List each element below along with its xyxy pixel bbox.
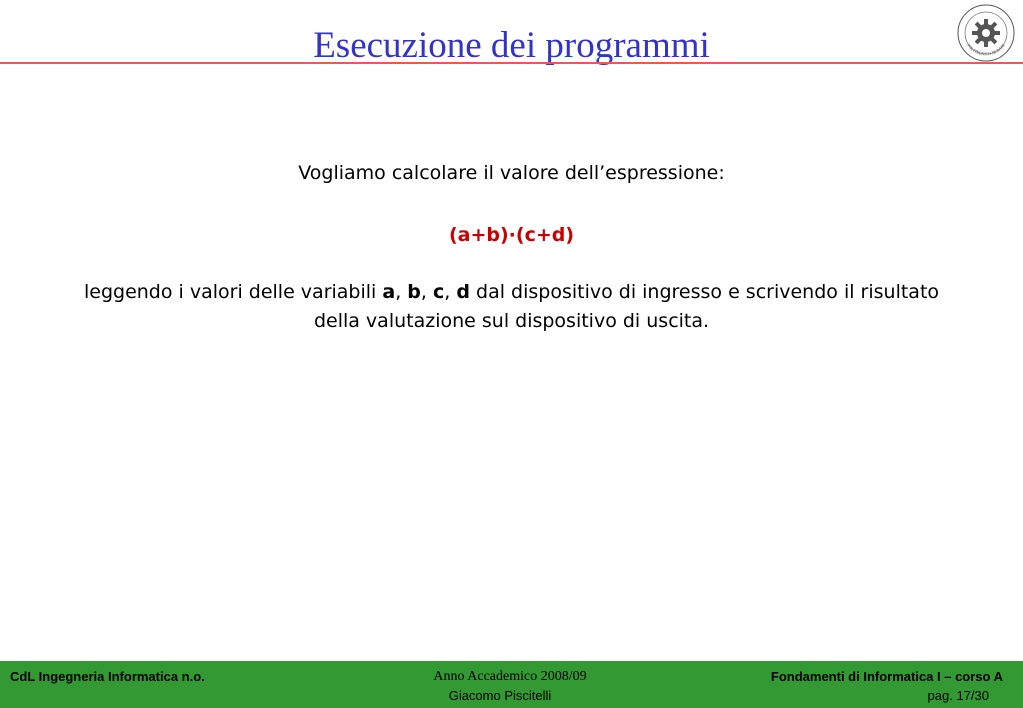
footer-bar xyxy=(0,661,1023,708)
footer-academic-year: Anno Accademico 2008/09 xyxy=(433,669,587,684)
separator-3: , xyxy=(444,281,457,303)
description-part2: dal dispositivo di ingresso e scrivendo il risultato della valutazione sul dispositivo di uscita. xyxy=(313,281,940,332)
intro-text: Vogliamo calcolare il valore dell’espressione: xyxy=(298,162,725,184)
description-text xyxy=(60,278,963,336)
description-part1: leggendo i valori delle variabili xyxy=(83,281,383,303)
footer-page-number: pag. 17/30 xyxy=(927,688,989,703)
footer-author: Giacomo Piscitelli xyxy=(448,688,552,703)
title-divider xyxy=(0,62,1023,64)
variable-c: c xyxy=(433,281,445,303)
variable-b: b xyxy=(407,281,421,303)
logo-text: POLITECNICO DI BARI xyxy=(966,42,1006,57)
separator-1: , xyxy=(395,281,408,303)
footer-subject: Fondamenti di Informatica I – corso A xyxy=(770,669,1003,684)
separator-2: , xyxy=(420,281,433,303)
university-seal-icon xyxy=(954,3,1018,63)
variable-a: a xyxy=(382,281,396,303)
footer-course: CdL Ingegneria Informatica n.o. xyxy=(10,669,205,684)
expression-text: (a+b)·(c+d) xyxy=(448,224,575,246)
slide-body xyxy=(60,160,963,336)
slide-title: Esecuzione dei programmi xyxy=(313,25,710,66)
variable-d: d xyxy=(456,281,470,303)
